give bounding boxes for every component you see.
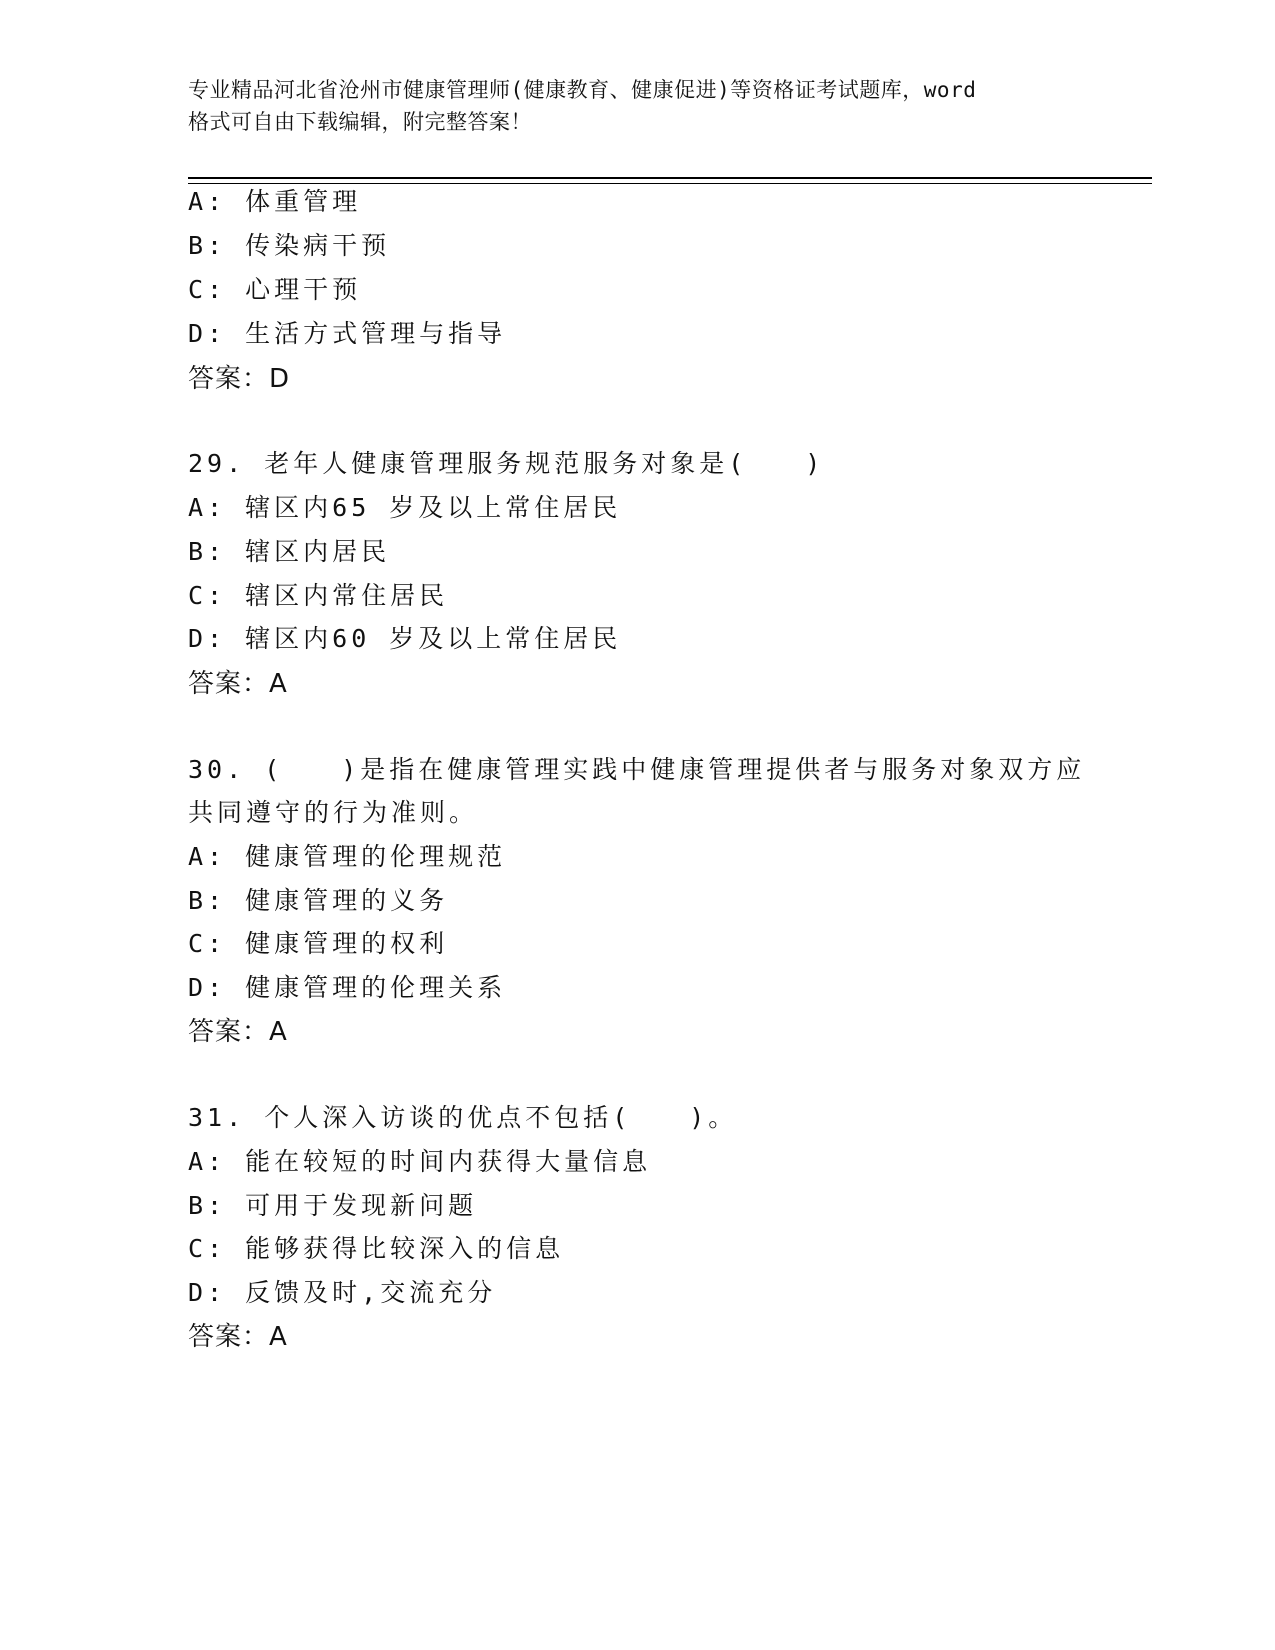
header-line-1: 专业精品河北省沧州市健康管理师(健康教育、健康促进)等资格证考试题库，word (188, 78, 977, 102)
q29-option-c: C: 辖区内常住居民 (188, 581, 449, 610)
document-header (188, 74, 1088, 138)
header-line-2: 格式可自由下载编辑，附完整答案！ (188, 110, 532, 134)
header-divider-thick (188, 177, 1152, 179)
q30-option-b: B: 健康管理的义务 (188, 886, 449, 915)
q31-stem: 31. 个人深入访谈的优点不包括( )。 (188, 1103, 738, 1132)
q29-option-d: D: 辖区内60 岁及以上常住居民 (188, 624, 622, 653)
q31-option-c: C: 能够获得比较深入的信息 (188, 1234, 565, 1263)
q28-answer: 答案：D (188, 364, 291, 394)
q29-stem: 29. 老年人健康管理服务规范服务对象是( ) (188, 449, 825, 478)
q31-answer: 答案：A (188, 1322, 288, 1352)
q29-option-a: A: 辖区内65 岁及以上常住居民 (188, 493, 622, 522)
q28-option-b: B: 传染病干预 (188, 231, 391, 260)
q28-option-c: C: 心理干预 (188, 275, 362, 304)
q31-option-b: B: 可用于发现新问题 (188, 1191, 478, 1220)
q29-answer: 答案：A (188, 669, 288, 699)
q31-option-a: A: 能在较短的时间内获得大量信息 (188, 1147, 652, 1176)
q30-option-c: C: 健康管理的权利 (188, 929, 449, 958)
q30-stem-line-2: 共同遵守的行为准则。 (188, 798, 479, 827)
q30-option-a: A: 健康管理的伦理规范 (188, 842, 507, 871)
q28-option-d: D: 生活方式管理与指导 (188, 319, 507, 348)
q30-answer: 答案：A (188, 1017, 288, 1047)
q31-option-d: D: 反馈及时,交流充分 (188, 1278, 497, 1307)
q30-stem-line-1: 30. ( )是指在健康管理实践中健康管理提供者与服务对象双方应 (188, 755, 1086, 784)
q28-option-a: A: 体重管理 (188, 187, 362, 216)
header-divider-thin (188, 183, 1152, 184)
q30-option-d: D: 健康管理的伦理关系 (188, 973, 507, 1002)
q29-option-b: B: 辖区内居民 (188, 537, 391, 566)
